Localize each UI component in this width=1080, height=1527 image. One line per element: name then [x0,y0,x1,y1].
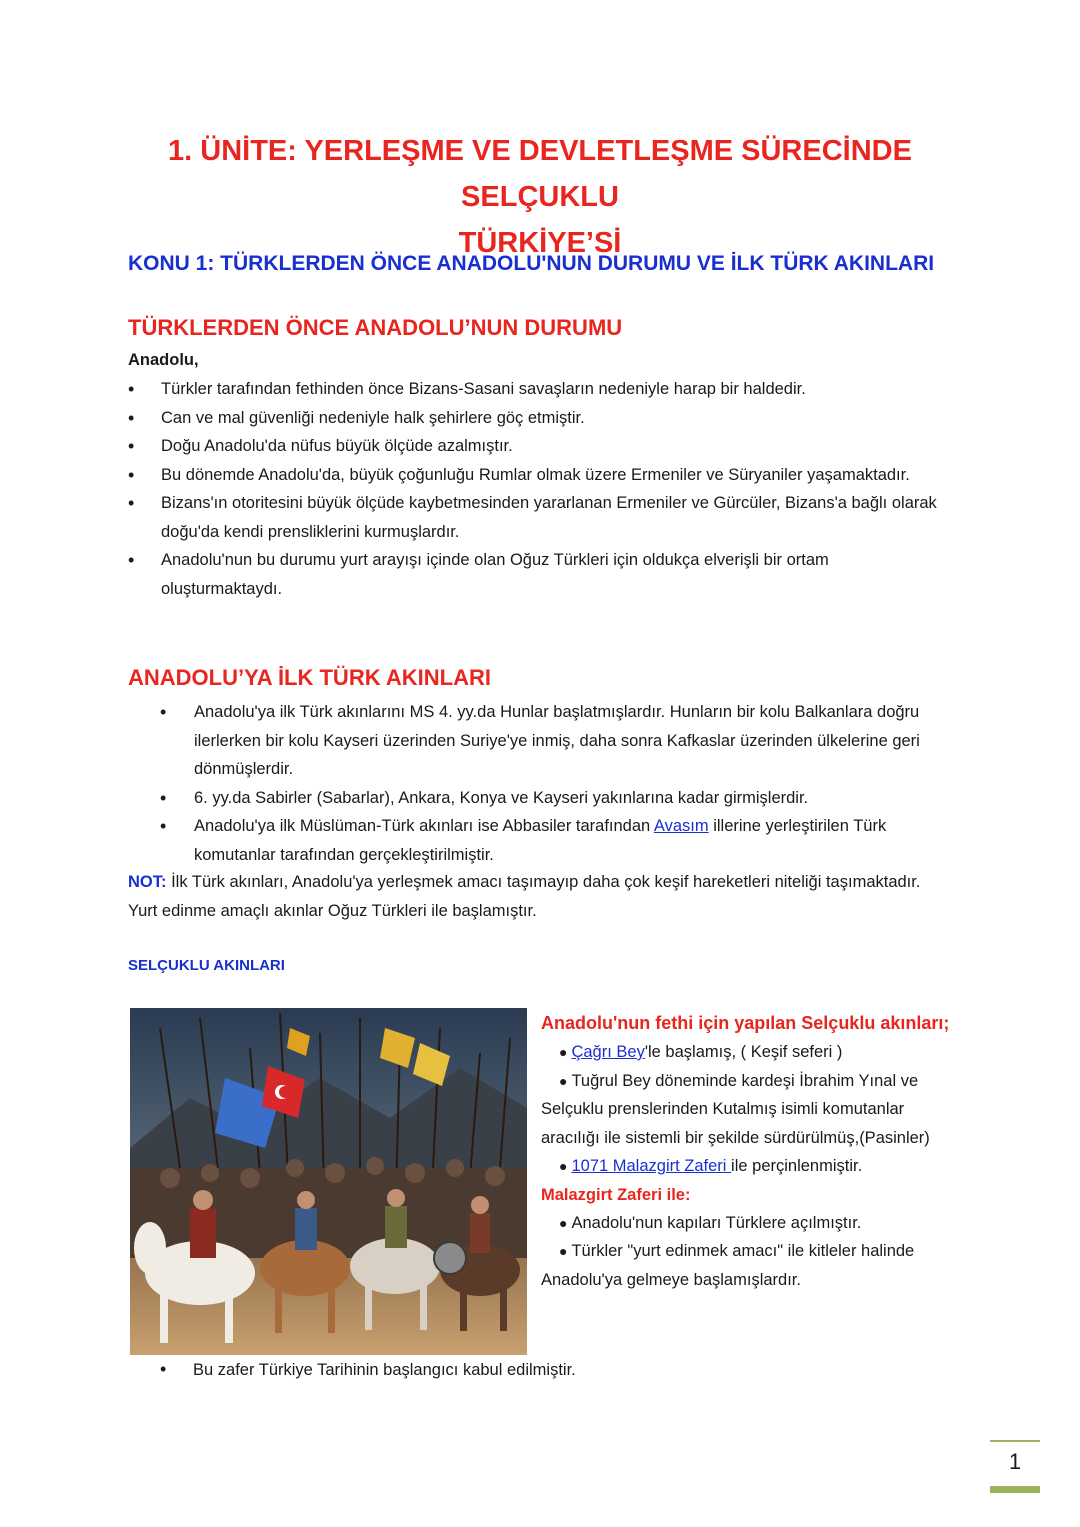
bullet-icon: • [160,816,167,836]
page-number: 1 [990,1440,1040,1493]
section2-list [160,698,960,869]
list-item: ● Çağrı Bey'le başlamış, ( Keşif seferi ) [559,1043,843,1061]
cagri-bey-link[interactable]: Çağrı Bey [571,1043,645,1061]
bullet-icon: • [128,407,135,428]
list-item: • Anadolu'ya ilk Müslüman-Türk akınları ise Abbasiler tarafından Avasım illerine yerleştirilen Türk komutanlar tarafından gerçekleştirilmiştir. [160,812,960,869]
list-item: • Bu zafer Türkiye Tarihinin başlangıcı kabul edilmiştir. [160,1355,576,1385]
section1-intro: Anadolu, [128,351,199,369]
note-label: NOT: [128,873,167,891]
list-item: • Anadolu'nun bu durumu yurt arayışı içinde olan Oğuz Türkleri için oldukça elverişli bir ortam oluşturmaktaydı. [128,546,948,603]
section2-title: ANADOLU’YA İLK TÜRK AKINLARI [128,665,491,690]
section1-list [128,375,948,603]
bullet-icon: ● [559,1072,568,1089]
bullet-icon: • [160,1359,167,1379]
list-item: ● Tuğrul Bey döneminde kardeşi İbrahim Yınal ve Selçuklu prenslerinden Kutalmış isimli komutanlar aracılığı ile sistemli bir şekilde sürdürülmüş,(Pasinler) [541,1071,930,1147]
bullet-icon: • [160,702,167,722]
section3-title: SELÇUKLU AKINLARI [128,957,285,974]
unit-title-line1: 1. ÜNİTE: YERLEŞME VE DEVLETLEŞME SÜRECİNDE SELÇUKLU [168,135,912,213]
selcuklu-akinlari-text [541,1008,961,1294]
bullet-icon: ● [559,1214,568,1231]
seljuk-army-painting [130,1008,527,1355]
unit-title [120,128,960,266]
section1-title: TÜRKLERDEN ÖNCE ANADOLU’NUN DURUMU [128,315,623,340]
unit-title-line2: TÜRKİYE’Sİ [458,227,622,259]
malazgirt-heading: Malazgirt Zaferi ile: [541,1185,691,1204]
list-item: • Türkler tarafından fethinden önce Bizans-Sasani savaşların nedeniyle harap bir haldedir. [128,375,948,404]
topic-title: KONU 1: TÜRKLERDEN ÖNCE ANADOLU'NUN DURUMU VE İLK TÜRK AKINLARI [128,252,935,275]
bullet-icon: ● [559,1158,568,1174]
bullet-icon: • [160,787,167,808]
bullet-icon: • [128,436,135,456]
note-paragraph [128,868,948,925]
list-item: ● Türkler "yurt edinmek amacı" ile kitleler halinde Anadolu'ya gelmeye başlamışlardır. [541,1242,915,1289]
list-item: • Can ve mal güvenliği nedeniyle halk şehirlere göç etmiştir. [128,404,948,433]
list-item: ● 1071 Malazgirt Zaferi ile perçinlenmiştir. [559,1157,863,1175]
list-item: • Bizans'ın otoritesini büyük ölçüde kaybetmesinden yararlanan Ermeniler ve Gürcüler, Bizans'a bağlı olarak doğu'da kendi prensliklerini kurmuşlardır. [128,489,948,546]
list-item: • 6. yy.da Sabirler (Sabarlar), Ankara, Konya ve Kayseri yakınlarına kadar girmişlerdir. [160,784,960,813]
avasim-link[interactable]: Avasım [653,817,709,835]
bullet-icon: ● [559,1243,568,1259]
bullet-icon: ● [559,1044,568,1060]
bullet-icon: • [128,493,135,513]
list-item: • Bu dönemde Anadolu'da, büyük çoğunluğu Rumlar olmak üzere Ermeniler ve Süryaniler yaşamaktadır. [128,461,948,490]
list-item: • Doğu Anadolu'da nüfus büyük ölçüde azalmıştır. [128,432,948,461]
malazgirt-link[interactable]: 1071 Malazgirt Zaferi [571,1157,732,1175]
note-text: İlk Türk akınları, Anadolu'ya yerleşmek amacı taşımayıp daha çok keşif hareketleri niteliği taşımaktadır. Yurt edinme amaçlı akınlar Oğuz Türkleri ile başlamıştır. [128,873,921,920]
bullet-icon: • [128,379,135,399]
fetih-heading: Anadolu'nun fethi için yapılan Selçuklu akınları; [541,1013,950,1033]
bullet-icon: • [128,550,135,570]
bullet-icon: • [128,464,135,485]
list-item: ● Anadolu'nun kapıları Türklere açılmıştır. [559,1213,862,1232]
list-item: • Anadolu'ya ilk Türk akınlarını MS 4. yy.da Hunlar başlatmışlardır. Hunların bir kolu Balkanlara doğru ilerlerken bir kolu Kayseri üzerinden Suriye'ye inmiş, daha sonra Kafkaslar üzerinden ülkelerine geri dönmüşlerdir. [160,698,960,784]
